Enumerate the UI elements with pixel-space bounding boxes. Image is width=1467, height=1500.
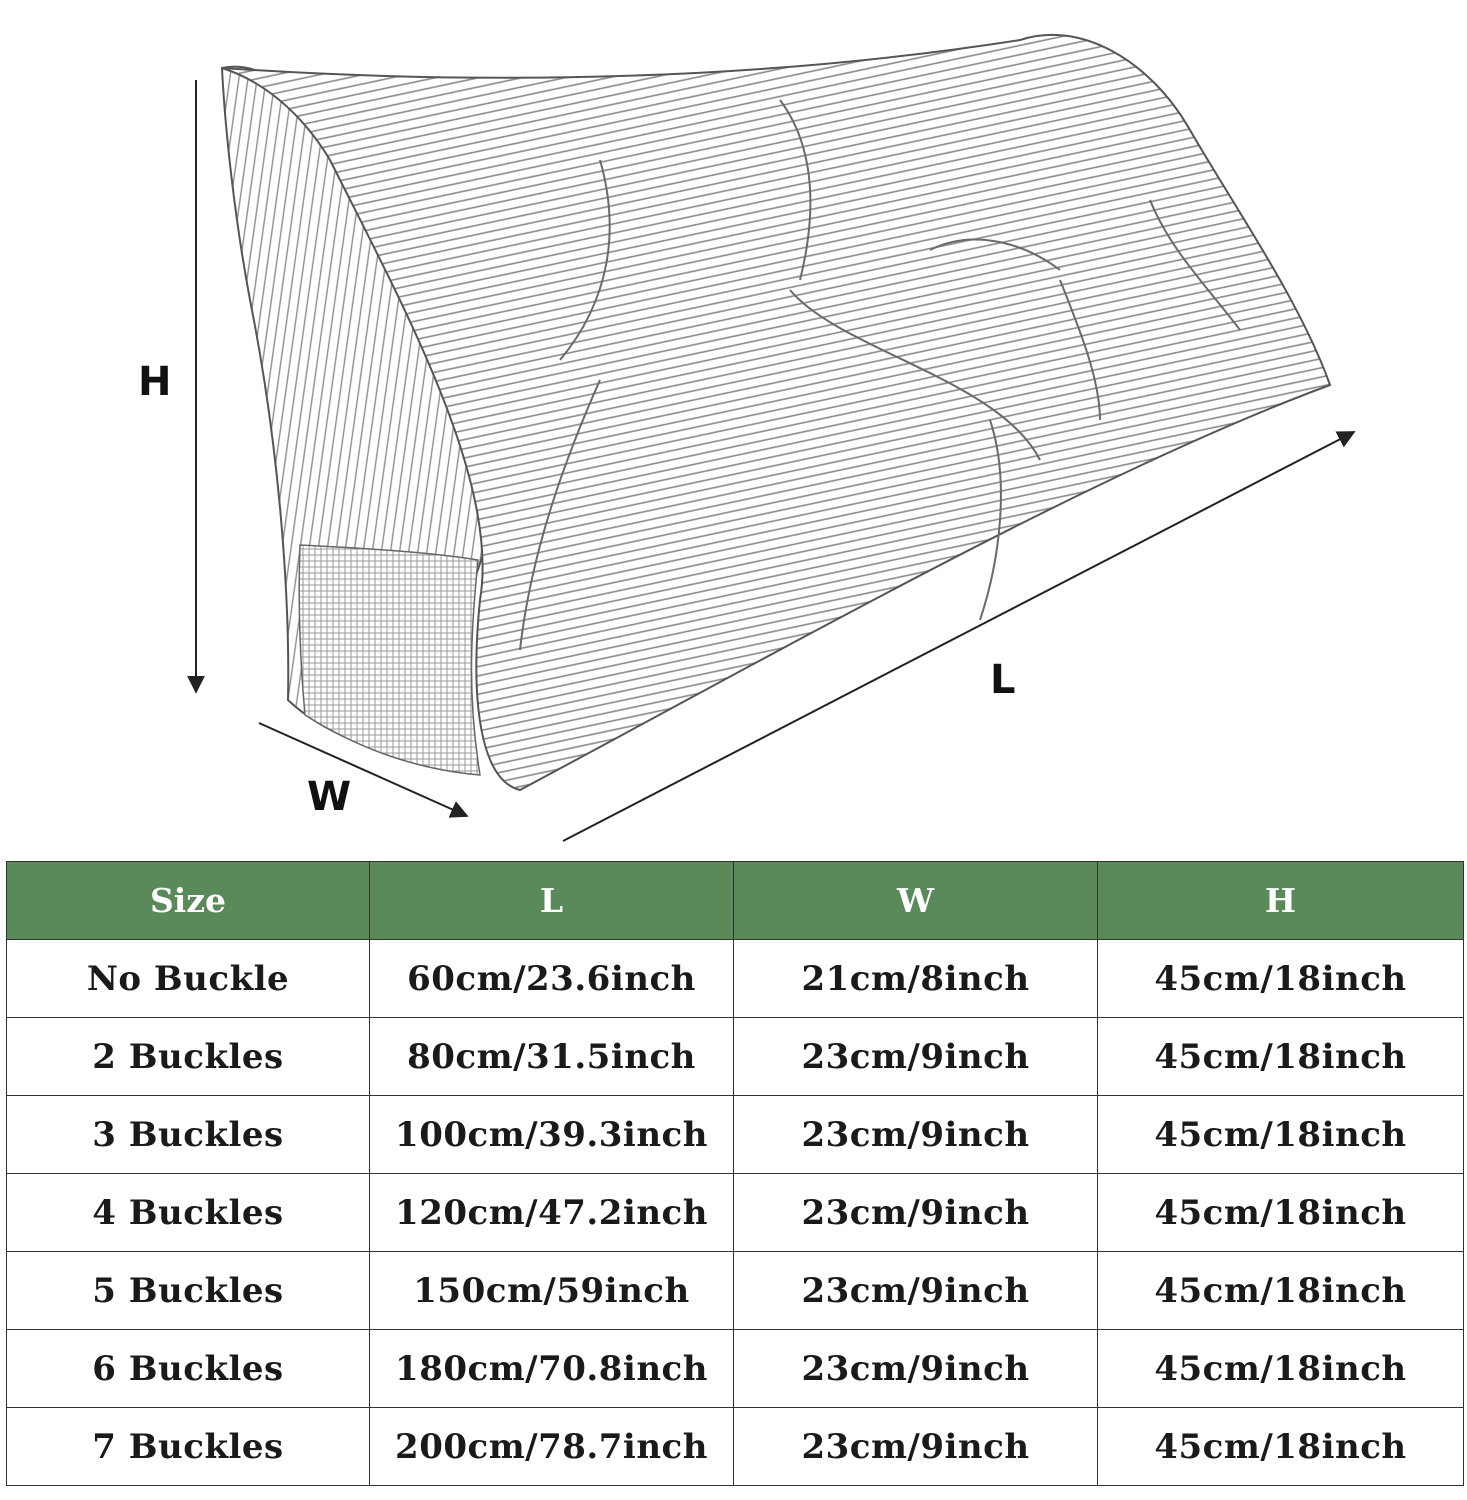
cell-height: 45cm/18inch — [1098, 1408, 1464, 1486]
table-row — [7, 1018, 1464, 1096]
width-label: W — [307, 774, 352, 820]
cell-height: 45cm/18inch — [1098, 1096, 1464, 1174]
cell-width: 21cm/8inch — [734, 940, 1098, 1018]
cell-length: 60cm/23.6inch — [370, 940, 734, 1018]
header-width: W — [734, 862, 1098, 940]
cell-width: 23cm/9inch — [734, 1330, 1098, 1408]
table-row — [7, 1174, 1464, 1252]
table-row — [7, 1252, 1464, 1330]
height-label: H — [138, 359, 172, 405]
wedge-pillow-illustration — [222, 35, 1330, 790]
mesh-pocket — [299, 545, 480, 775]
cell-height: 45cm/18inch — [1098, 940, 1464, 1018]
cell-length: 80cm/31.5inch — [370, 1018, 734, 1096]
header-height: H — [1098, 862, 1464, 940]
cell-height: 45cm/18inch — [1098, 1174, 1464, 1252]
header-length: L — [370, 862, 734, 940]
cell-width: 23cm/9inch — [734, 1408, 1098, 1486]
cell-length: 120cm/47.2inch — [370, 1174, 734, 1252]
cell-size: 5 Buckles — [7, 1252, 370, 1330]
cell-height: 45cm/18inch — [1098, 1018, 1464, 1096]
cell-length: 180cm/70.8inch — [370, 1330, 734, 1408]
cell-width: 23cm/9inch — [734, 1252, 1098, 1330]
cell-size: 3 Buckles — [7, 1096, 370, 1174]
size-table — [6, 861, 1464, 1486]
cell-length: 150cm/59inch — [370, 1252, 734, 1330]
header-size: Size — [7, 862, 370, 940]
table-row — [7, 1096, 1464, 1174]
cell-length: 200cm/78.7inch — [370, 1408, 734, 1486]
table-row — [7, 1330, 1464, 1408]
table-row — [7, 940, 1464, 1018]
table-row — [7, 1408, 1464, 1486]
cell-width: 23cm/9inch — [734, 1174, 1098, 1252]
cell-size: 4 Buckles — [7, 1174, 370, 1252]
cell-size: 7 Buckles — [7, 1408, 370, 1486]
cell-height: 45cm/18inch — [1098, 1252, 1464, 1330]
cell-width: 23cm/9inch — [734, 1018, 1098, 1096]
cell-length: 100cm/39.3inch — [370, 1096, 734, 1174]
cell-height: 45cm/18inch — [1098, 1330, 1464, 1408]
length-label: L — [990, 657, 1016, 703]
table-header-row — [7, 862, 1464, 940]
cell-width: 23cm/9inch — [734, 1096, 1098, 1174]
cell-size: 6 Buckles — [7, 1330, 370, 1408]
cell-size: No Buckle — [7, 940, 370, 1018]
cell-size: 2 Buckles — [7, 1018, 370, 1096]
